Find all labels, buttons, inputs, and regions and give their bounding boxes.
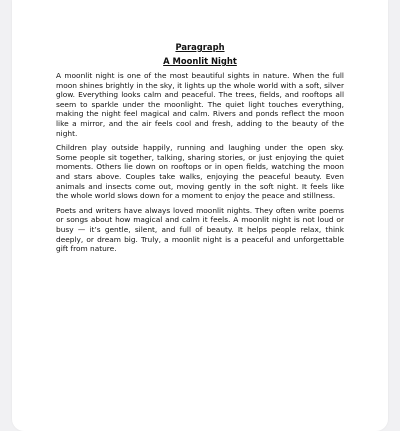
paragraph-1: A moonlit night is one of the most beautiful sights in nature. When the full moon shines brightly in the sky, it lights up the whole world with a soft, silver glow. Everything looks calm and peaceful. The trees, fields, and rooftops all seem to sparkle under the moonlight. The quiet light touches everything, making the night feel magical and calm. Rivers and ponds reflect the moon like a mirror, and the air feels cool and fresh, adding to the beauty of the night. [56,71,344,138]
document-content [56,41,344,259]
paragraph-3: Poets and writers have always loved moonlit nights. They often write poems or songs about how magical and calm it feels. A moonlit night is not loud or busy — it’s gentle, silent, and full of beauty. It helps people relax, think deeply, or dream big. Truly, a moonlit night is a peaceful and unforgettable gift from nature. [56,205,344,254]
document-page [12,0,388,431]
document-label: Paragraph [175,42,225,52]
document-title: A Moonlit Night [163,56,237,66]
paragraph-2: Children play outside happily, running and laughing under the open sky. Some people sit together, talking, sharing stories, or just enjoying the quiet moments. Others lie down on rooftops or in open fields, watching the moon and stars above. Couples take walks, enjoying the peaceful beauty. Even animals and insects come out, moving gently in the soft night. It feels like the whole world slows down for a moment to enjoy the peace and stillness. [56,143,344,201]
